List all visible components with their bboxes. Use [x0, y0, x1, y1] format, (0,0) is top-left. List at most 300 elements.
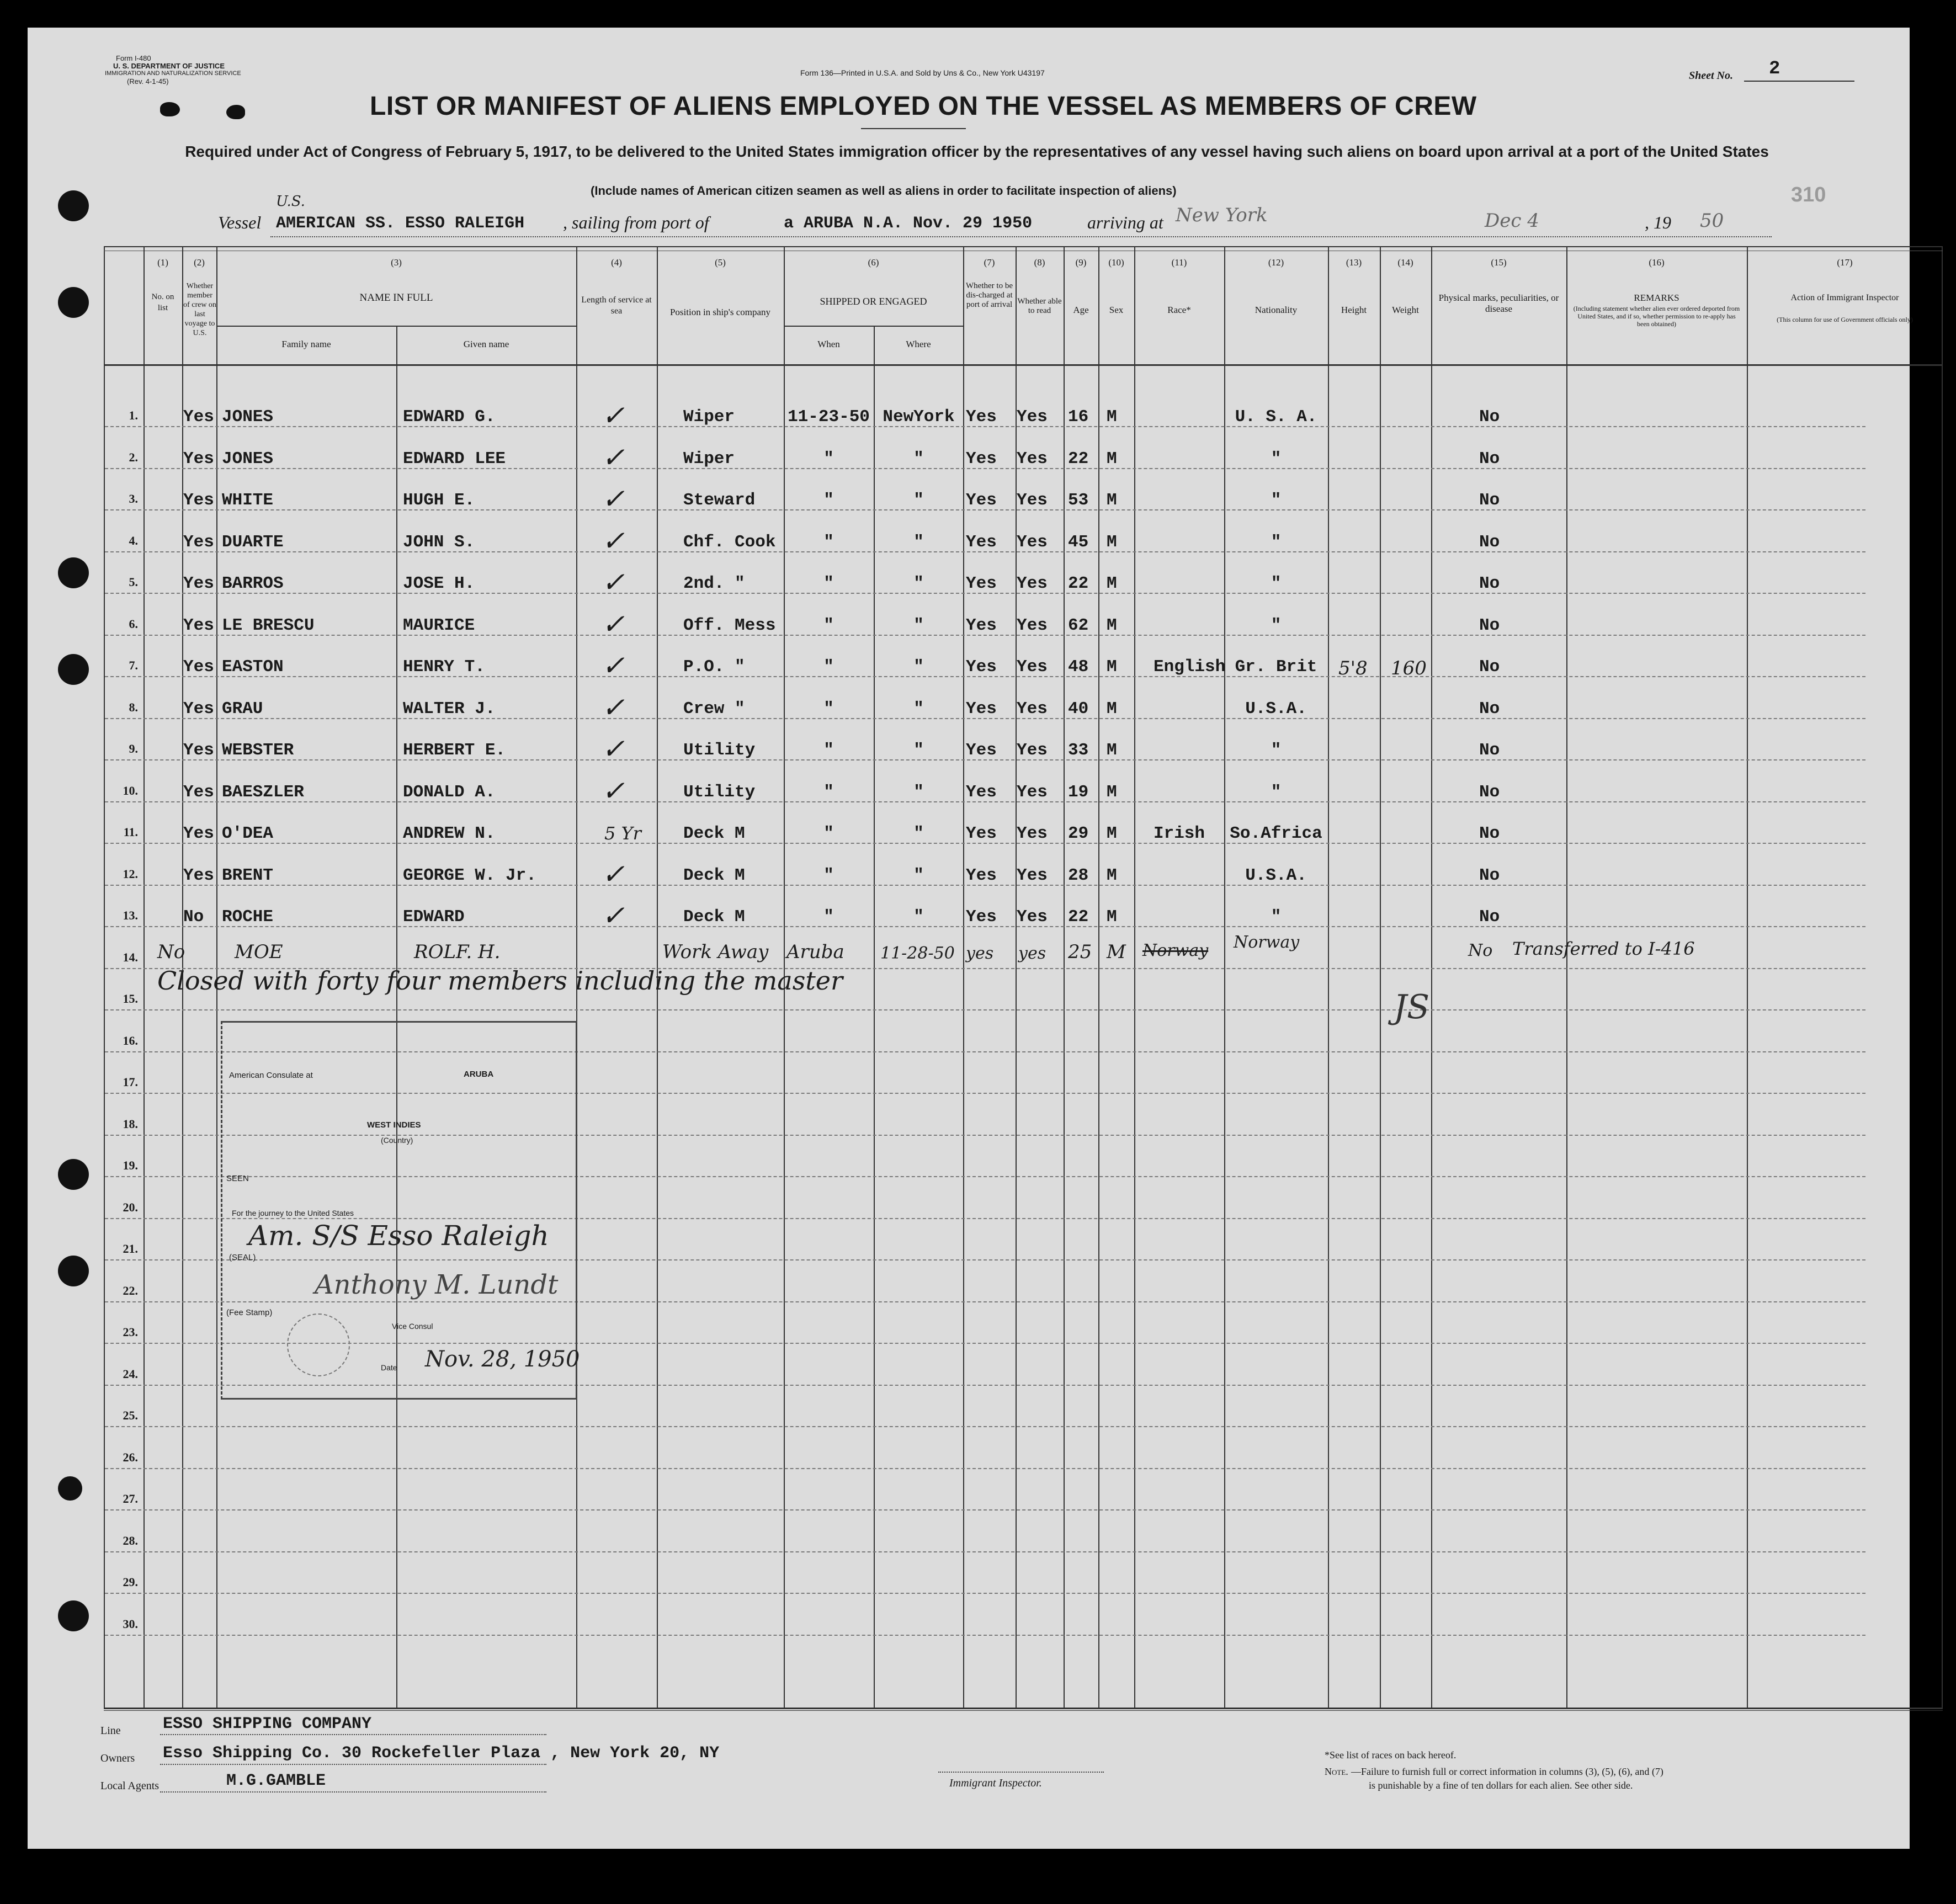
vessel-underline [270, 236, 1772, 237]
title-underline [861, 128, 966, 129]
cell-given-name: HUGH E. [403, 491, 475, 510]
footer-note-label: Note. [1325, 1766, 1348, 1777]
cell-age: 62 [1068, 615, 1089, 635]
cell-service: ✓ [602, 483, 625, 515]
cell-read: Yes [1017, 615, 1048, 635]
cell-given-name: MAURICE [403, 615, 475, 635]
vessel-hand-note: U.S. [276, 193, 305, 210]
sailing-port: a ARUBA N.A. Nov. 29 1950 [784, 214, 1033, 233]
cell-physical: No [1468, 941, 1493, 960]
punch-hole [58, 1256, 89, 1286]
cell-family-name: DUARTE [222, 532, 284, 552]
footer-line-label: Line [100, 1725, 121, 1737]
cell-remarks: Transferred to I-416 [1512, 938, 1695, 959]
form-subtitle: Required under Act of Congress of February 5, 1917, to be delivered to the United States immigration officer by the representatives of any vessel having such aliens on board upon arrival at a port of the United States [185, 143, 1769, 160]
footer-owners-underline [160, 1764, 546, 1765]
arriving-label: arriving at [1087, 212, 1163, 232]
stamp-country: WEST INDIES [367, 1120, 421, 1130]
cell-given-name: ROLF. H. [414, 941, 501, 963]
cell-nationality: " [1271, 532, 1282, 552]
col-number: (2) [194, 257, 205, 268]
footer-agents-value: M.G.GAMBLE [226, 1772, 326, 1790]
cell-age: 16 [1068, 407, 1089, 427]
stamp-signature: Anthony M. Lundt [315, 1269, 559, 1300]
col-heading-nationality: Nationality [1255, 305, 1298, 315]
row-number: 11. [123, 825, 138, 839]
cell-discharged: Yes [966, 491, 997, 510]
cell-service: ✓ [602, 566, 625, 598]
cell-age: 22 [1068, 574, 1089, 593]
punch-hole [58, 654, 89, 685]
cell-when: " [823, 824, 834, 843]
stamp-place: ARUBA [464, 1070, 494, 1079]
stamp-date: Nov. 28, 1950 [425, 1347, 580, 1372]
stamp-country-label: (Country) [381, 1136, 413, 1145]
footer-owners-label: Owners [100, 1752, 135, 1764]
punch-hole [58, 557, 89, 588]
footer-agents-underline [160, 1791, 546, 1793]
cell-discharged: Yes [966, 574, 997, 593]
col-divider [1134, 246, 1135, 1709]
cell-physical: No [1479, 699, 1500, 719]
cell-where: " [913, 532, 924, 552]
col-number: (13) [1346, 257, 1362, 268]
form-revision: (Rev. 4-1-45) [127, 77, 169, 86]
cell-where: " [913, 574, 924, 593]
row-number: 20. [123, 1200, 138, 1214]
form-number: Form I-480 [116, 54, 151, 62]
cell-physical: No [1479, 615, 1500, 635]
punch-hole [58, 1159, 89, 1190]
cell-age: 19 [1068, 782, 1089, 802]
col-number: (14) [1397, 257, 1413, 268]
cell-last-voyage: No [157, 941, 185, 963]
name-subhead-rule [216, 326, 576, 327]
cell-nationality: " [1271, 907, 1282, 927]
col-heading-no: No. on list [151, 292, 174, 312]
cell-discharged: Yes [966, 741, 997, 760]
cell-service: ✓ [602, 650, 625, 682]
col-number: (7) [984, 257, 995, 268]
cell-service: ✓ [602, 858, 625, 890]
cell-age: 28 [1068, 865, 1089, 885]
cell-service: ✓ [602, 733, 625, 765]
form-note: (Include names of American citizen seamen as well as aliens in order to facilitate inspection of aliens) [591, 184, 1177, 198]
footer-agents-label: Local Agents [100, 1780, 160, 1792]
cell-when: Aruba [786, 941, 844, 963]
cell-family-name: O'DEA [222, 824, 274, 843]
col-divider [1328, 246, 1329, 1709]
row-number: 29. [123, 1575, 138, 1589]
cell-last-voyage: No [183, 907, 204, 927]
col-number: (8) [1034, 257, 1045, 268]
cell-read: Yes [1017, 657, 1048, 677]
stamp-fee: (Fee Stamp) [226, 1308, 273, 1317]
row-separator [105, 1009, 1865, 1010]
col-heading-race: Race* [1167, 305, 1191, 315]
cell-discharged: Yes [966, 907, 997, 927]
cell-read: Yes [1017, 782, 1048, 802]
cell-age: 40 [1068, 699, 1089, 719]
row-number: 9. [129, 742, 138, 756]
cell-when: " [823, 449, 834, 469]
cell-given-name: HENRY T. [403, 657, 485, 677]
col-divider [1566, 246, 1567, 1709]
footer-note-text: —Failure to furnish full or correct information in columns (3), (5), (6), and (7) [1351, 1766, 1663, 1777]
cell-physical: No [1479, 865, 1500, 885]
cell-sex: M [1107, 699, 1117, 719]
cell-age: 53 [1068, 491, 1089, 510]
cell-read: Yes [1017, 574, 1048, 593]
stamp-seal: (SEAL) [229, 1253, 256, 1262]
row-number: 1. [129, 408, 138, 422]
inspector-note: (This column for use of Government officials only) [1777, 316, 1913, 323]
col-heading-physical: Physical marks, peculiarities, or disease [1438, 292, 1559, 314]
cell-sex: M [1107, 532, 1117, 552]
cell-family-name: WHITE [222, 491, 274, 510]
cell-physical: No [1479, 824, 1500, 843]
cell-physical: No [1479, 907, 1500, 927]
col-heading-height: Height [1341, 305, 1367, 315]
manifest-sheet [28, 28, 1913, 1849]
cell-discharged: Yes [966, 699, 997, 719]
row-number: 25. [123, 1408, 138, 1422]
cell-when: " [823, 741, 834, 760]
stamp-vice-consul: Vice Consul [392, 1322, 433, 1331]
cell-discharged: Yes [966, 782, 997, 802]
cell-last-voyage: Yes [183, 657, 214, 677]
cell-physical: No [1479, 532, 1500, 552]
footer-inspector-label: Immigrant Inspector. [949, 1777, 1042, 1789]
cell-last-voyage: Yes [183, 865, 214, 885]
row-number: 5. [129, 575, 138, 589]
row-number: 17. [123, 1075, 138, 1089]
cell-sex: M [1107, 574, 1117, 593]
cell-last-voyage: Yes [183, 407, 214, 427]
cell-sex: M [1107, 491, 1117, 510]
cell-position: Chf. Cook [683, 532, 776, 552]
cell-given-name: DONALD A. [403, 782, 496, 802]
row-number: 23. [123, 1325, 138, 1339]
closing-note: Closed with forty four members including the master [157, 966, 843, 996]
row-number: 24. [123, 1366, 138, 1381]
cell-read: Yes [1017, 741, 1048, 760]
vessel-label: Vessel [218, 212, 262, 232]
cell-discharged: Yes [966, 407, 997, 427]
cell-position: P.O. " [683, 657, 745, 677]
cell-when: " [823, 491, 834, 510]
col-heading-age: Age [1073, 305, 1089, 315]
cell-position: Utility [683, 741, 756, 760]
cell-when: " [823, 574, 834, 593]
subhead-where: Where [906, 339, 931, 349]
cell-where: " [913, 449, 924, 469]
subhead-when: When [817, 339, 840, 349]
col-number: (6) [868, 257, 879, 268]
cell-read: Yes [1017, 449, 1048, 469]
cell-age: 29 [1068, 824, 1089, 843]
ink-blot [226, 105, 245, 119]
cell-when: " [823, 782, 834, 802]
cell-discharged: Yes [966, 657, 997, 677]
cell-physical: No [1479, 782, 1500, 802]
cell-service: ✓ [602, 900, 625, 932]
cell-where: " [913, 491, 924, 510]
row-number: 21. [123, 1242, 138, 1256]
cell-sex: M [1107, 615, 1117, 635]
cell-physical: No [1479, 741, 1500, 760]
row-number: 3. [129, 492, 138, 506]
row-number: 8. [129, 700, 138, 714]
punch-hole [58, 190, 89, 221]
cell-where: " [913, 865, 924, 885]
cell-service: ✓ [602, 608, 625, 640]
cell-sex: M [1107, 941, 1126, 963]
cell-family-name: MOE [235, 941, 283, 963]
ink-blot [160, 102, 180, 116]
cell-race: Irish [1154, 824, 1205, 843]
punch-hole [58, 287, 89, 318]
cell-nationality: " [1271, 615, 1282, 635]
cell-when: 11-23-50 [788, 407, 870, 427]
cell-nationality: " [1271, 782, 1282, 802]
cell-discharged: yes [966, 944, 994, 963]
cell-last-voyage: Yes [183, 574, 214, 593]
punch-hole [58, 1476, 82, 1501]
stamp-number: 310 [1791, 183, 1826, 206]
cell-position: Steward [683, 491, 756, 510]
cell-last-voyage: Yes [183, 615, 214, 635]
arriving-port: New York [1176, 204, 1268, 226]
col-number: (1) [157, 257, 168, 268]
row-number: 16. [123, 1033, 138, 1047]
row-number: 26. [123, 1450, 138, 1464]
cell-sex: M [1107, 907, 1117, 927]
cell-service: ✓ [602, 774, 625, 807]
cell-family-name: BAESZLER [222, 782, 304, 802]
cell-service: ✓ [602, 400, 625, 432]
cell-read: Yes [1017, 491, 1048, 510]
col-number: (3) [391, 257, 402, 268]
cell-discharged: Yes [966, 449, 997, 469]
cell-weight: 160 [1391, 657, 1427, 679]
stamp-date-label: Date [381, 1363, 397, 1372]
header-bottom-rule [104, 364, 1943, 366]
cell-nationality: So.Africa [1230, 824, 1322, 843]
row-separator [105, 1551, 1865, 1552]
row-number: 27. [123, 1492, 138, 1506]
cell-race: Norway [1142, 941, 1209, 960]
cell-physical: No [1479, 491, 1500, 510]
cell-physical: No [1479, 407, 1500, 427]
cell-position: Off. Mess [683, 615, 776, 635]
cell-read: Yes [1017, 907, 1048, 927]
cell-discharged: Yes [966, 615, 997, 635]
col-number: (5) [715, 257, 726, 268]
cell-physical: No [1479, 449, 1500, 469]
stamp-round-seal [287, 1313, 350, 1376]
cell-position: Utility [683, 782, 756, 802]
cell-position: Deck M [683, 865, 745, 885]
col-heading-inspector: Action of Immigrant Inspector [1790, 293, 1899, 302]
cell-family-name: LE BRESCU [222, 615, 315, 635]
col-divider [1747, 246, 1748, 1709]
cell-where: " [913, 741, 924, 760]
col-number: (15) [1491, 257, 1507, 268]
cell-nationality: U.S.A. [1245, 865, 1307, 885]
cell-discharged: Yes [966, 865, 997, 885]
cell-when: " [823, 907, 834, 927]
cell-given-name: WALTER J. [403, 699, 496, 719]
cell-last-voyage: Yes [183, 491, 214, 510]
cell-given-name: JOSE H. [403, 574, 475, 593]
col-heading-position: Position in ship's company [669, 307, 771, 317]
cell-age: 33 [1068, 741, 1089, 760]
cell-family-name: ROCHE [222, 907, 274, 927]
col-number: (17) [1837, 257, 1853, 268]
cell-family-name: BARROS [222, 574, 284, 593]
cell-discharged: Yes [966, 824, 997, 843]
cell-read: Yes [1017, 824, 1048, 843]
cell-family-name: EASTON [222, 657, 284, 677]
cell-when: " [823, 615, 834, 635]
col-number: (10) [1108, 257, 1124, 268]
col-heading-remarks: REMARKS [1634, 292, 1679, 303]
cell-given-name: EDWARD LEE [403, 449, 506, 469]
cell-age: 22 [1068, 907, 1089, 927]
cell-height: 5'8 [1338, 657, 1368, 679]
row-number: 15. [123, 992, 138, 1006]
cell-where: NewYork [883, 407, 955, 427]
row-number: 14. [123, 950, 138, 964]
cell-read: Yes [1017, 407, 1048, 427]
cell-when: " [823, 532, 834, 552]
row-number: 6. [129, 616, 138, 631]
cell-nationality: " [1271, 449, 1282, 469]
cell-when: " [823, 865, 834, 885]
cell-given-name: JOHN S. [403, 532, 475, 552]
col-divider [396, 326, 397, 1709]
footer-line-value: ESSO SHIPPING COMPANY [163, 1715, 372, 1733]
cell-family-name: BRENT [222, 865, 274, 885]
cell-position: Work Away [662, 941, 769, 963]
cell-read: Yes [1017, 532, 1048, 552]
cell-last-voyage: Yes [183, 449, 214, 469]
cell-where: " [913, 657, 924, 677]
stamp-journey: For the journey to the United States [232, 1209, 354, 1217]
sheet-label: Sheet No. [1689, 70, 1733, 82]
row-separator [105, 1426, 1865, 1427]
cell-given-name: ANDREW N. [403, 824, 496, 843]
cell-age: 45 [1068, 532, 1089, 552]
inspector-initials: JS [1394, 988, 1430, 1027]
cell-sex: M [1107, 449, 1117, 469]
form-title: LIST OR MANIFEST OF ALIENS EMPLOYED ON THE VESSEL AS MEMBERS OF CREW [370, 92, 1477, 121]
cell-position: Crew " [683, 699, 745, 719]
row-number: 13. [123, 908, 138, 922]
cell-nationality: U. S. A. [1235, 407, 1317, 427]
cell-when: " [823, 657, 834, 677]
cell-sex: M [1107, 824, 1117, 843]
year-label: , 19 [1645, 212, 1671, 232]
cell-read: Yes [1017, 699, 1048, 719]
cell-last-voyage: Yes [183, 824, 214, 843]
cell-position: Wiper [683, 449, 735, 469]
cell-where: " [913, 782, 924, 802]
cell-physical: No [1479, 657, 1500, 677]
cell-read: Yes [1017, 865, 1048, 885]
cell-age: 22 [1068, 449, 1089, 469]
col-number: (16) [1649, 257, 1665, 268]
cell-nationality: Norway [1234, 933, 1300, 952]
cell-family-name: JONES [222, 407, 274, 427]
sheet-number: 2 [1769, 58, 1780, 79]
cell-service: ✓ [602, 691, 625, 724]
cell-nationality: " [1271, 491, 1282, 510]
col-heading-service: Length of service at sea [581, 295, 652, 316]
service-name: IMMIGRATION AND NATURALIZATION SERVICE [105, 70, 241, 77]
cell-where: " [913, 907, 924, 927]
cell-family-name: WEBSTER [222, 741, 294, 760]
cell-where: " [913, 615, 924, 635]
col-number: (11) [1171, 257, 1187, 268]
row-separator [105, 1635, 1865, 1636]
footer-rule [104, 1709, 1943, 1711]
cell-where: " [913, 824, 924, 843]
subhead-family-name: Family name [281, 339, 331, 349]
row-number: 10. [123, 783, 138, 797]
cell-race: English [1154, 657, 1226, 677]
row-number: 4. [129, 533, 138, 547]
col-heading-name: NAME IN FULL [359, 292, 433, 304]
row-number: 30. [123, 1616, 138, 1631]
department-name: U. S. DEPARTMENT OF JUSTICE [113, 62, 225, 70]
cell-service: ✓ [602, 524, 625, 557]
cell-sex: M [1107, 865, 1117, 885]
row-number: 28. [123, 1533, 138, 1547]
stamp-seen: SEEN [226, 1174, 249, 1183]
row-number: 22. [123, 1283, 138, 1297]
punch-hole [58, 1600, 89, 1631]
col-divider [1380, 246, 1381, 1709]
row-number: 19. [123, 1158, 138, 1172]
arrival-year: 50 [1700, 210, 1724, 232]
cell-position: 2nd. " [683, 574, 745, 593]
cell-service: 5 Yr [604, 823, 641, 844]
cell-nationality: " [1271, 574, 1282, 593]
cell-sex: M [1107, 407, 1117, 427]
inspector-signature-line [938, 1772, 1104, 1773]
cell-given-name: HERBERT E. [403, 741, 506, 760]
cell-given-name: GEORGE W. Jr. [403, 865, 536, 885]
col-heading-weight: Weight [1392, 305, 1419, 315]
footer-races-note: *See list of races on back hereof. [1325, 1749, 1457, 1761]
row-number: 12. [123, 866, 138, 881]
subhead-given-name: Given name [463, 339, 509, 349]
cell-read: yes [1018, 944, 1046, 963]
col-heading-discharged: Whether to be dis-charged at port of arrival [966, 281, 1013, 309]
cell-last-voyage: Yes [183, 782, 214, 802]
cell-where: 11-28-50 [880, 944, 955, 963]
cell-service: ✓ [602, 441, 625, 474]
cell-discharged: Yes [966, 532, 997, 552]
row-separator [105, 1593, 1865, 1594]
col-divider [143, 246, 145, 1709]
col-divider [1431, 246, 1432, 1709]
col-heading-sex: Sex [1109, 305, 1124, 315]
footer-owners-value: Esso Shipping Co. 30 Rockefeller Plaza , New York 20, NY [163, 1744, 720, 1763]
footer-note-text-2: is punishable by a fine of ten dollars for each alien. See other side. [1369, 1780, 1633, 1791]
